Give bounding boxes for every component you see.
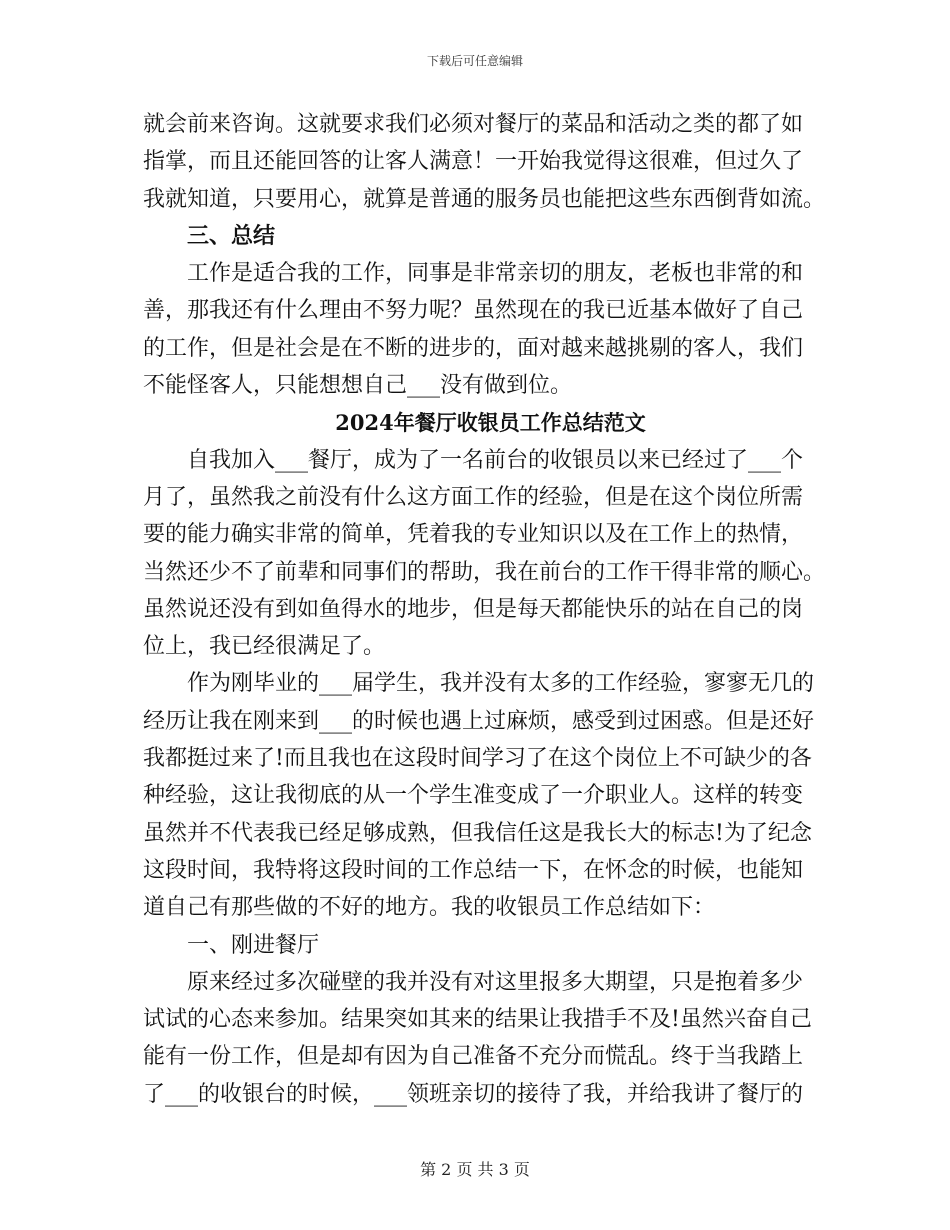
paragraph-line: 我都挺过来了!而且我也在这段时间学习了在这个岗位上不可缺少的各 [143, 746, 812, 772]
paragraph-line: 月了，虽然我之前没有什么这方面工作的经验，但是在这个岗位所需 [143, 484, 804, 510]
paragraph-line: 虽然并不代表我已经足够成熟，但我信任这是我长大的标志!为了纪念 [143, 820, 812, 846]
paragraph-line: 这段时间，我特将这段时间的工作总结一下，在怀念的时候，也能知 [143, 857, 804, 883]
paragraph-line: 位上，我已经很满足了。 [143, 634, 386, 660]
paragraph-line: 试试的心态来参加。结果突如其来的结果让我措手不及!虽然兴奋自己 [143, 1007, 812, 1033]
paragraph-line: 工作是适合我的工作，同事是非常亲切的朋友，老板也非常的和 [187, 261, 804, 287]
paragraph-line: 要的能力确实非常的简单，凭着我的专业知识以及在工作上的热情， [143, 522, 804, 548]
paragraph-line: 道自己有那些做的不好的地方。我的收银员工作总结如下： [143, 895, 716, 921]
paragraph-line: 了___的收银台的时候，___领班亲切的接待了我，并给我讲了餐厅的 [143, 1081, 804, 1107]
paragraph-line: 就会前来咨询。这就要求我们必须对餐厅的菜品和活动之类的都了如 [143, 112, 804, 137]
section-heading-summary: 三、总结 [187, 222, 276, 249]
page-footer: 第 2 页 共 3 页 [420, 1160, 530, 1179]
paragraph-line: 原来经过多次碰壁的我并没有对这里报多大期望，只是抱着多少 [187, 969, 804, 995]
paragraph-line: 自我加入___餐厅，成为了一名前台的收银员以来已经过了___个 [187, 447, 804, 473]
document-title: 2024年餐厅收银员工作总结范文 [335, 410, 646, 436]
paragraph-line: 当然还少不了前辈和同事们的帮助，我在前台的工作干得非常的顺心。 [143, 559, 826, 585]
paragraph-line: 种经验，这让我彻底的从一个学生准变成了一介职业人。这样的转变 [143, 783, 804, 809]
document-body [143, 106, 826, 1113]
page-header: 下载后可任意编辑 [426, 54, 523, 68]
paragraph-line: 善，那我还有什么理由不努力呢？虽然现在的我已近基本做好了自己 [143, 298, 804, 324]
paragraph-line: 的工作，但是社会是在不断的进步的，面对越来越挑剔的客人，我们 [143, 335, 804, 361]
paragraph-line: 指掌，而且还能回答的让客人满意！一开始我觉得这很难，但过久了 [143, 149, 804, 175]
paragraph-line: 能有一份工作，但是却有因为自己准备不充分而慌乱。终于当我踏上 [143, 1044, 804, 1070]
paragraph-line: 经历让我在刚来到___的时候也遇上过麻烦，感受到过困惑。但是还好 [143, 708, 815, 734]
section-heading-entering-restaurant: 一、刚进餐厅 [187, 932, 320, 958]
paragraph-line: 不能怪客人，只能想想自己___没有做到位。 [143, 373, 573, 399]
paragraph-line: 我就知道，只要用心，就算是普通的服务员也能把这些东西倒背如流。 [143, 186, 826, 212]
paragraph-line: 虽然说还没有到如鱼得水的地步，但是每天都能快乐的站在自己的岗 [143, 596, 804, 622]
paragraph-line: 作为刚毕业的___届学生，我并没有太多的工作经验，寥寥无几的 [187, 671, 815, 697]
